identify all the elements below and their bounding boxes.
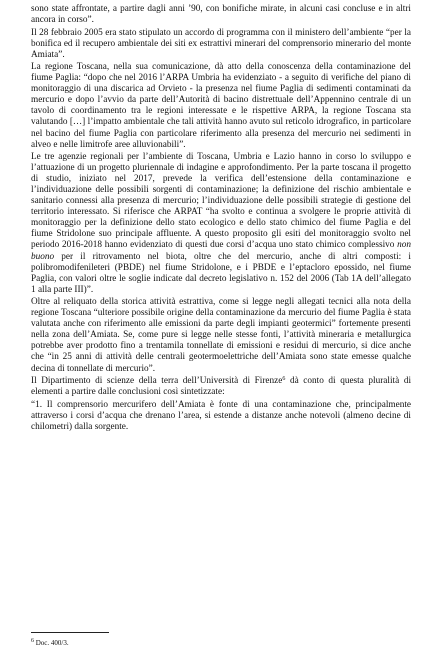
paragraph-4-italic: non buono	[31, 240, 411, 262]
paragraph-4	[31, 152, 411, 296]
paragraph-5: Oltre al reliquato della storica attività estrattiva, come si legge negli allegati tecnici alla nota della regione Toscana “ulteriore possibile origine della contaminazione da mercurio del fiume Paglia è stata valutata anche con riferimento alle emissioni da parte degli impianti geotermici” fortemente presenti nella zona dell’Amiata. Se, come pure si legge nelle stesse fonti, l’attività mineraria e metallurgica potrebbe aver prodotto fino a trentamila tonnellate di emissioni e residui di mercurio, si dice anche che “in 25 anni di attività delle centrali geotermoelettriche dell’Amiata sono state emesse qualche decina di tonnellate di mercurio”.	[31, 297, 411, 374]
footnote	[31, 639, 69, 648]
footnote-divider	[31, 632, 109, 633]
paragraph-3: La regione Toscana, nella sua comunicazione, dà atto della conoscenza della contaminazione del fiume Paglia: “dopo che nel 2016 l’ARPA Umbria ha evidenziato - a seguito di verifiche del piano di monitoraggio di una discarica ad Orvieto - la presenza nel fiume Paglia di sedimenti contaminati da mercurio e dopo l’avvio da parte dell’Autorità di bacino distrettuale dell’Appennino centrale di un tavolo di coordinamento tra le regioni interessate e le rispettive ARPA, la regione Toscana sta valutando […] l’impatto ambientale che tali attività hanno avuto sul reticolo idrografico, in particolare nel bacino del fiume Paglia con particolare riferimento alla presenza del mercurio nei sedimenti in alveo e nelle limitrofe aree alluvionabili”.	[31, 62, 411, 150]
footnote-ref-6[interactable]: 6	[282, 376, 286, 383]
paragraph-6-part-a: Il Dipartimento di scienze della terra dell’Università di Firenze	[31, 376, 283, 387]
paragraph-2: Il 28 febbraio 2005 era stato stipulato un accordo di programma con il ministero dell’ambiente “per la bonifica ed il recupero ambientale dei siti ex estrattivi minerari del comprensorio minerario del monte Amiata”.	[31, 27, 411, 60]
paragraph-4-part-b: per il ritrovamento nel biota, oltre che del mercurio, anche di altri composti: i polibromodifenileteri (PBDE) nel fiume Stridolone, e i PBDE e l’eptacloro epossido, nel fiume Paglia, con valori oltre le soglie indicate dal decreto legislativo n. 152 del 2006 (Tab 1A dell’allegato 1 alla parte III)”.	[31, 251, 411, 295]
paragraph-6-part-b: dà conto di questa pluralità di elementi a partire dalle conclusioni così sintetizzate:	[31, 376, 412, 398]
footnote-number: 6	[31, 638, 34, 644]
footnote-text: Doc. 400/3.	[34, 639, 69, 647]
body-text	[31, 4, 411, 434]
paragraph-1: sono state affrontate, a partire dagli anni ’90, con bonifiche mirate, in alcuni casi concluse e in altri ancora in corso”.	[31, 4, 411, 26]
paragraph-4-part-a: Le tre agenzie regionali per l’ambiente di Toscana, Umbria e Lazio hanno in corso lo sviluppo e l’attuazione di un progetto pluriennale di indagine e approfondimento. Per la parte toscana il progetto di studio, iniziato nel 2017, prevede la verifica dell’estensione della contaminazione e l’individuazione delle possibili sorgenti di contaminazione; la definizione del rischio ambientale e sanitario connessi alla presenza di mercurio; l’individuazione delle possibili strategie di gestione del territorio interessato. Si riferisce che ARPAT “ha svolto e continua a svolgere le proprie attività di monitoraggio per la definizione dello stato ecologico e dello stato chimico del fiume Paglia e del fiume Stridolone suo principale affluente. A questo proposito gli esiti del monitoraggio svolto nel periodo 2016-2018 hanno evidenziato di questi due corsi d’acqua uno stato chimico complessivo	[31, 152, 411, 251]
paragraph-7-quote: “1. Il comprensorio mercurifero dell’Amiata è fonte di una contaminazione che, principalmente attraverso i corsi d’acqua che drenano l’area, si estende a distanze anche notevoli (almeno decine di chilometri) dalla sorgente.	[31, 399, 411, 432]
paragraph-6	[31, 376, 411, 398]
